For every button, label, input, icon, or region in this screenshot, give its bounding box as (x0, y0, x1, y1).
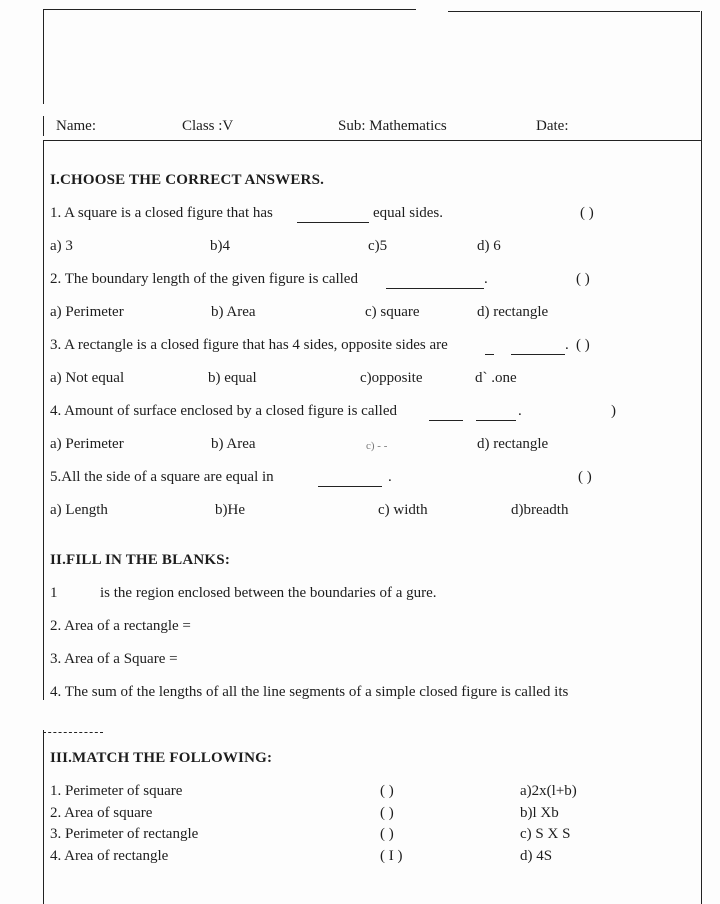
q3-option-a: a) Not equal (50, 370, 125, 386)
q3-option-b: b) equal (208, 370, 257, 386)
section2-title: II.FILL IN THE BLANKS: (50, 552, 231, 568)
q5-option-c: c) width (378, 502, 428, 518)
q2-option-c: c) square (365, 304, 420, 320)
q1-option-c: c)5 (368, 238, 388, 254)
q5-option-b: b)He (215, 502, 245, 518)
question-4: 4. Amount of surface enclosed by a closed figure is called (50, 403, 397, 419)
answer-bracket-3[interactable]: ( ) (576, 337, 590, 353)
match-left-item: 4. Area of rectangle (50, 847, 169, 864)
question-4-end: . (518, 403, 522, 419)
question-1-end: equal sides. (373, 205, 443, 221)
question-5-end: . (388, 469, 392, 485)
left-border (43, 9, 44, 104)
answer-blank-2[interactable] (386, 288, 484, 289)
answer-blank-4a[interactable] (429, 420, 463, 421)
fill-blank-1-number: 1 (50, 585, 58, 601)
class-label: Class :V (182, 118, 234, 134)
answer-bracket-1[interactable]: ( ) (580, 205, 594, 221)
match-left-column (50, 781, 198, 867)
q4-option-c: c) - - (366, 440, 388, 452)
q2-option-d: d) rectangle (477, 304, 549, 320)
name-label: Name: (56, 118, 96, 134)
header-left-tick (43, 116, 44, 136)
match-right-item: c) S X S (520, 826, 571, 842)
date-label: Date: (536, 118, 569, 134)
q1-option-b: b)4 (210, 238, 230, 254)
section-divider (43, 732, 103, 733)
answer-bracket-4[interactable]: ) (611, 403, 616, 419)
answer-blank-3b[interactable] (511, 354, 565, 355)
answer-blank-1[interactable] (297, 222, 369, 223)
answer-blank-4b[interactable] (476, 420, 516, 421)
answer-bracket-5[interactable]: ( ) (578, 469, 592, 485)
match-answer-bracket[interactable]: ( I ) (380, 847, 403, 864)
match-answer-bracket[interactable]: ( ) (380, 826, 394, 842)
section3-title: III.MATCH THE FOLLOWING: (50, 750, 273, 766)
q1-option-a: a) 3 (50, 238, 73, 254)
answer-bracket-2[interactable]: ( ) (576, 271, 590, 287)
q4-option-a: a) Perimeter (50, 436, 124, 452)
match-right-item: d) 4S (520, 847, 553, 864)
question-5: 5.All the side of a square are equal in (50, 469, 274, 485)
match-right-column (520, 781, 577, 867)
subject-label: Sub: Mathematics (338, 118, 447, 134)
question-3-end: . (565, 337, 569, 353)
answer-blank-5[interactable] (318, 486, 382, 487)
match-answer-bracket[interactable]: ( ) (380, 804, 394, 821)
question-1: 1. A square is a closed figure that has (50, 205, 273, 221)
section1-title: I.CHOOSE THE CORRECT ANSWERS. (50, 172, 325, 188)
fill-blank-4: 4. The sum of the lengths of all the line segments of a simple closed figure is called its (50, 684, 569, 700)
question-3: 3. A rectangle is a closed figure that has 4 sides, opposite sides are (50, 337, 448, 353)
match-left-item: 2. Area of square (50, 804, 153, 821)
top-border (43, 9, 416, 10)
left-border-lower (43, 140, 44, 700)
match-bracket-column (380, 781, 403, 867)
q4-option-b: b) Area (211, 436, 256, 452)
q2-option-a: a) Perimeter (50, 304, 124, 320)
fill-blank-2: 2. Area of a rectangle = (50, 618, 191, 634)
match-left-item: 1. Perimeter of square (50, 783, 183, 799)
fill-blank-1: is the region enclosed between the boundaries of a gure. (100, 585, 437, 601)
match-right-item: a)2x(l+b) (520, 783, 577, 799)
q5-option-d: d)breadth (511, 502, 569, 518)
header-divider (43, 140, 701, 141)
top-border-right (448, 11, 700, 12)
match-right-item: b)l Xb (520, 804, 559, 821)
left-border-bottom (43, 730, 44, 904)
answer-blank-3a[interactable] (485, 354, 494, 355)
match-answer-bracket[interactable]: ( ) (380, 783, 394, 799)
q1-option-d: d) 6 (477, 238, 501, 254)
question-2: 2. The boundary length of the given figure is called (50, 271, 358, 287)
match-left-item: 3. Perimeter of rectangle (50, 826, 199, 842)
q3-option-c: c)opposite (360, 370, 423, 386)
question-2-end: . (484, 271, 488, 287)
right-border (701, 11, 702, 904)
q3-option-d: d` .one (475, 370, 517, 386)
q5-option-a: a) Length (50, 502, 108, 518)
q4-option-d: d) rectangle (477, 436, 549, 452)
fill-blank-3: 3. Area of a Square = (50, 651, 178, 667)
q2-option-b: b) Area (211, 304, 256, 320)
